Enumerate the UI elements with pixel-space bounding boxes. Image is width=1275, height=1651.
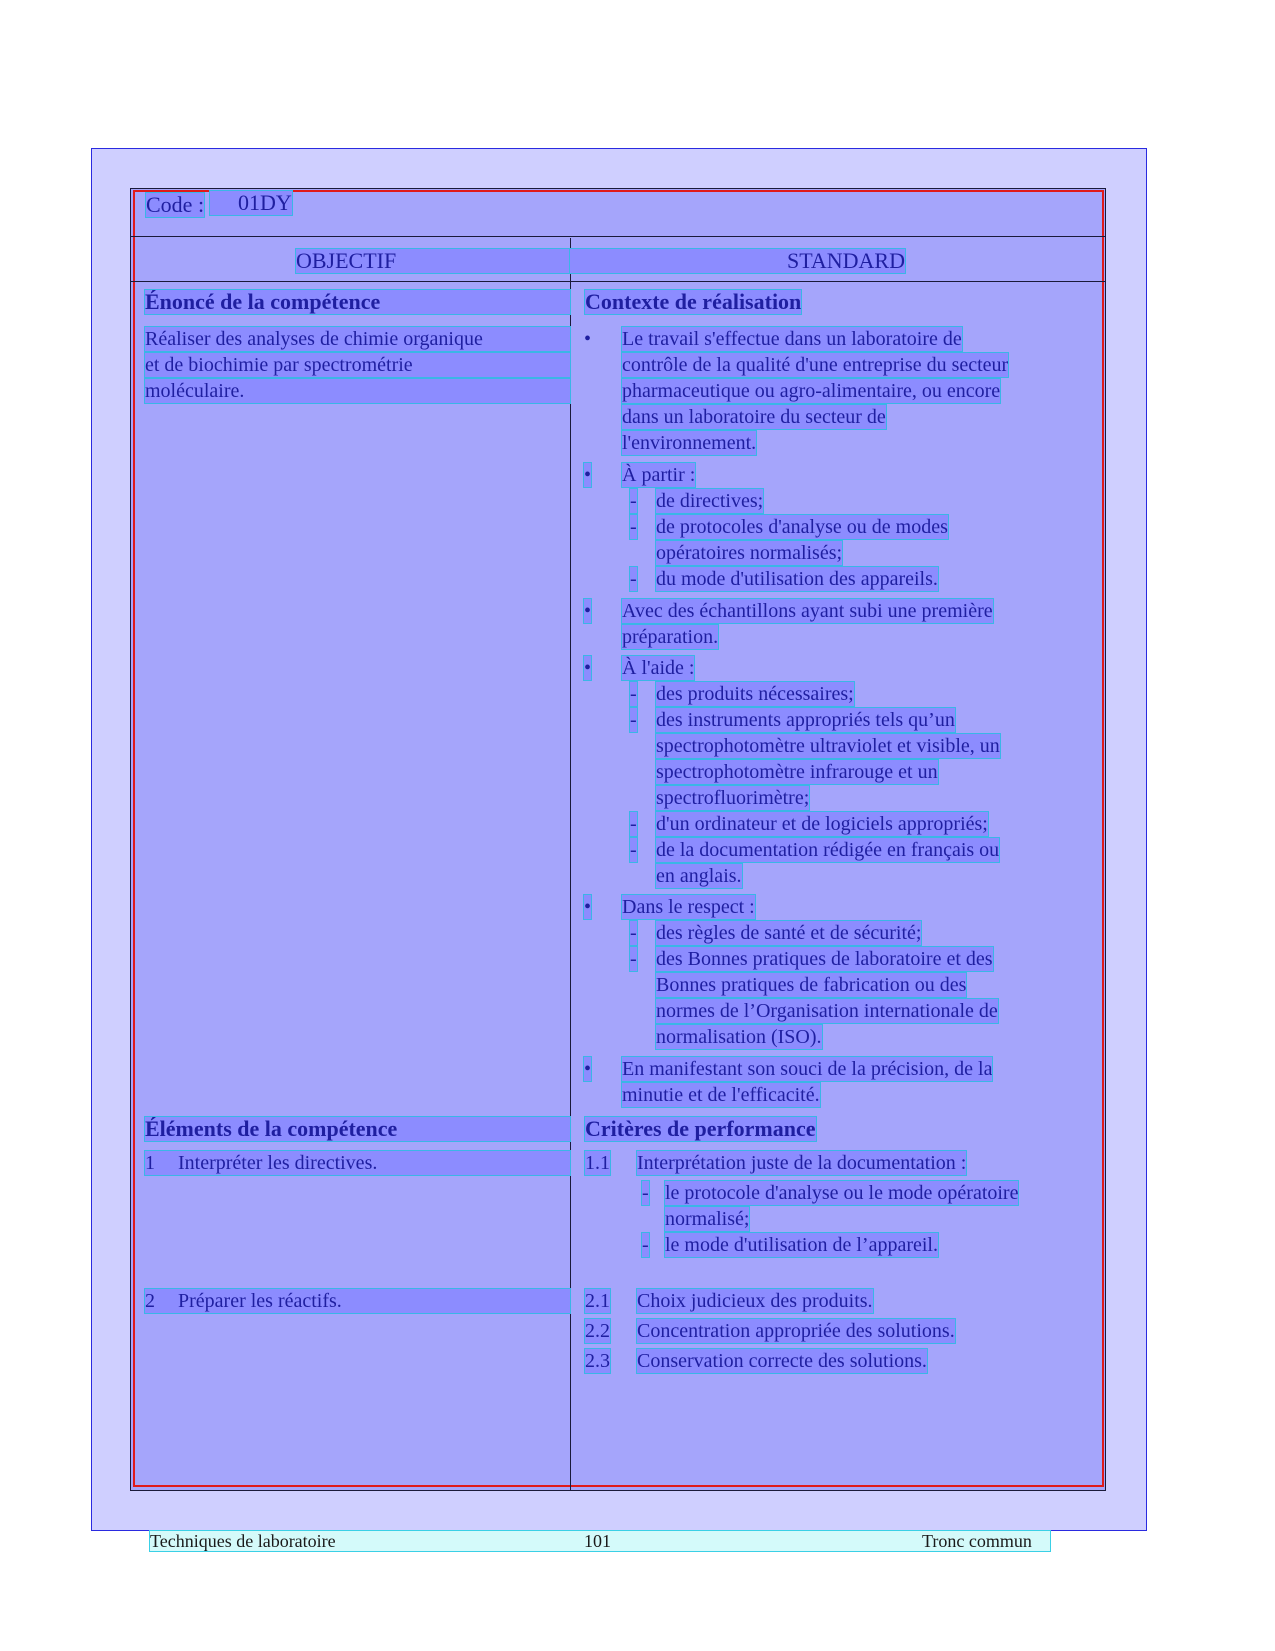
context-line: l'environnement. <box>622 432 757 454</box>
context-subitem: normes de l’Organisation internationale de <box>656 1000 998 1022</box>
bullet-marker: • <box>584 1058 592 1080</box>
criterion-num: 1.1 <box>585 1152 610 1174</box>
enonce-line: moléculaire. <box>145 379 570 403</box>
context-subitem: spectrophotomètre ultraviolet et visible, un <box>656 735 1000 757</box>
page-number: 101 <box>584 1531 611 1551</box>
sub-dash: - <box>642 1234 649 1256</box>
context-line: contrôle de la qualité d'une entreprise du secteur <box>622 354 1009 376</box>
context-line: préparation. <box>622 626 719 648</box>
element-item <box>145 1151 570 1175</box>
footer-right: Tronc commun <box>922 1531 1032 1551</box>
context-line: pharmaceutique ou agro-alimentaire, ou encore <box>622 380 1001 402</box>
element-text: Préparer les réactifs. <box>178 1290 342 1312</box>
element-num: 1 <box>145 1152 155 1174</box>
context-subitem: des Bonnes pratiques de laboratoire et des <box>656 948 993 970</box>
enonce-line: et de biochimie par spectrométrie <box>145 353 570 377</box>
sub-dash: - <box>630 709 637 731</box>
bullet-marker: • <box>584 464 592 486</box>
context-subitem: opératoires normalisés; <box>656 542 843 564</box>
standard-header: STANDARD <box>570 249 905 273</box>
bullet-marker: • <box>584 600 592 622</box>
criterion-num: 2.2 <box>585 1320 610 1342</box>
context-line: En manifestant son souci de la précision, de la <box>622 1058 993 1080</box>
context-subitem: de directives; <box>656 490 764 512</box>
context-subitem: des instruments appropriés tels qu’un <box>656 709 955 731</box>
context-line: À partir : <box>622 464 696 486</box>
element-text: Interpréter les directives. <box>178 1152 378 1174</box>
element-num: 2 <box>145 1290 155 1312</box>
criterion-subitem: le mode d'utilisation de l’appareil. <box>665 1234 938 1256</box>
context-subitem: en anglais. <box>656 865 742 887</box>
context-line: Dans le respect : <box>622 896 755 918</box>
contexte-title: Contexte de réalisation <box>585 289 802 314</box>
column-divider <box>570 238 571 1491</box>
context-subitem: du mode d'utilisation des appareils. <box>656 568 938 590</box>
objectif-header: OBJECTIF <box>296 249 570 273</box>
sub-dash: - <box>630 683 637 705</box>
context-subitem: spectrofluorimètre; <box>656 787 810 809</box>
context-subitem: de protocoles d'analyse ou de modes <box>656 516 948 538</box>
enonce-title: Énoncé de la compétence <box>145 290 570 314</box>
criterion-text: Interprétation juste de la documentation : <box>637 1152 967 1174</box>
criterion-text: Choix judicieux des produits. <box>637 1290 873 1312</box>
bullet-marker: • <box>584 657 592 679</box>
context-line: Avec des échantillons ayant subi une première <box>622 600 993 622</box>
header-divider-bottom <box>130 281 1106 282</box>
sub-dash: - <box>630 839 637 861</box>
sub-dash: - <box>630 813 637 835</box>
elements-title: Éléments de la compétence <box>145 1117 570 1141</box>
sub-dash: - <box>630 922 637 944</box>
bullet-marker: • <box>584 328 592 350</box>
code-value: 01DY <box>210 191 292 215</box>
criterion-num: 2.1 <box>585 1290 610 1312</box>
sub-dash: - <box>630 948 637 970</box>
context-subitem: normalisation (ISO). <box>656 1026 822 1048</box>
context-line: Le travail s'effectue dans un laboratoire de <box>622 328 962 350</box>
element-item <box>145 1289 570 1313</box>
criterion-text: Conservation correcte des solutions. <box>637 1350 927 1372</box>
context-subitem: d'un ordinateur et de logiciels appropriés; <box>656 813 988 835</box>
sub-dash: - <box>642 1182 649 1204</box>
criteres-title: Critères de performance <box>585 1116 816 1141</box>
context-subitem: de la documentation rédigée en français ou <box>656 839 1000 861</box>
context-subitem: spectrophotomètre infrarouge et un <box>656 761 938 783</box>
criterion-num: 2.3 <box>585 1350 610 1372</box>
context-subitem: Bonnes pratiques de fabrication ou des <box>656 974 967 996</box>
sub-dash: - <box>630 516 637 538</box>
footer-left: Techniques de laboratoire <box>150 1531 336 1551</box>
criterion-subitem: normalisé; <box>665 1208 750 1230</box>
criterion-subitem: le protocole d'analyse ou le mode opératoire <box>665 1182 1019 1204</box>
context-subitem: des règles de santé et de sécurité; <box>656 922 922 944</box>
context-line: minutie et de l'efficacité. <box>622 1084 820 1106</box>
sub-dash: - <box>630 568 637 590</box>
bullet-marker: • <box>584 896 592 918</box>
sub-dash: - <box>630 490 637 512</box>
context-line: dans un laboratoire du secteur de <box>622 406 886 428</box>
criterion-text: Concentration appropriée des solutions. <box>637 1320 955 1342</box>
context-subitem: des produits nécessaires; <box>656 683 854 705</box>
code-label: Code : <box>146 192 205 217</box>
context-line: À l'aide : <box>622 657 695 679</box>
header-divider-top <box>130 236 1106 237</box>
enonce-line: Réaliser des analyses de chimie organique <box>145 327 570 351</box>
